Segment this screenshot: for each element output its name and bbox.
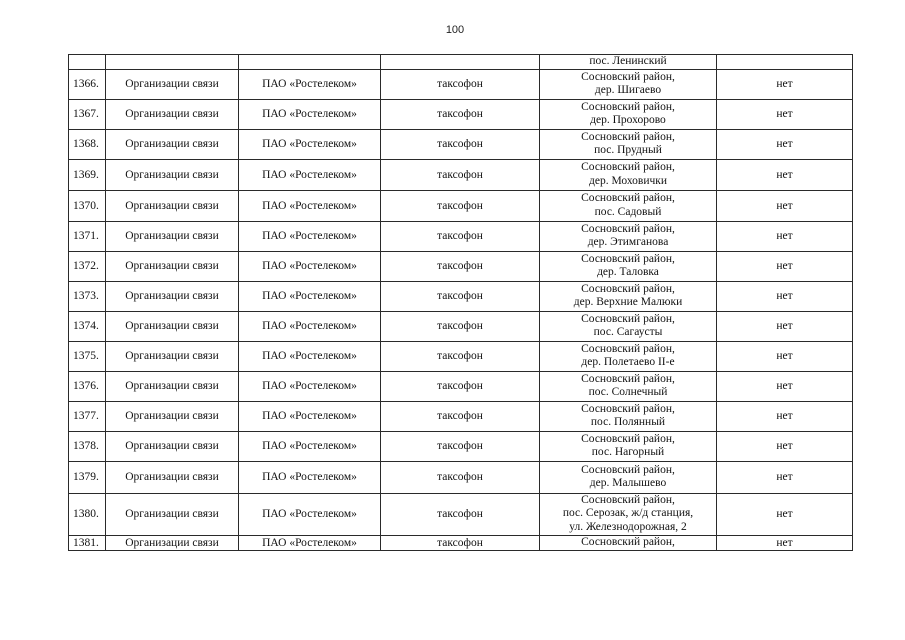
cell-category: Организации связи <box>106 431 239 461</box>
cell-address: Сосновский район, пос. Сагаусты <box>540 311 717 341</box>
table-row <box>69 129 853 159</box>
cell-address: Сосновский район, пос. Садовый <box>540 190 717 221</box>
table-row <box>69 535 853 550</box>
table-row <box>69 431 853 461</box>
cell-status: нет <box>717 159 853 190</box>
cell-category: Организации связи <box>106 99 239 129</box>
cell-object-type: таксофон <box>381 431 540 461</box>
cell-number: 1366. <box>69 69 106 99</box>
cell-organization: ПАО «Ростелеком» <box>239 431 381 461</box>
cell-address: Сосновский район, дер. Малышево <box>540 461 717 493</box>
cell-status: нет <box>717 190 853 221</box>
cell-number: 1378. <box>69 431 106 461</box>
cell-category: Организации связи <box>106 341 239 371</box>
cell-number: 1371. <box>69 221 106 251</box>
table-row <box>69 493 853 535</box>
cell-address: Сосновский район, дер. Таловка <box>540 251 717 281</box>
cell-address: Сосновский район, дер. Шигаево <box>540 69 717 99</box>
cell-status: нет <box>717 251 853 281</box>
cell-category: Организации связи <box>106 281 239 311</box>
cell-object-type: таксофон <box>381 493 540 535</box>
cell-organization: ПАО «Ростелеком» <box>239 401 381 431</box>
cell-organization: ПАО «Ростелеком» <box>239 311 381 341</box>
cell-category: Организации связи <box>106 69 239 99</box>
cell-number: 1381. <box>69 535 106 550</box>
cell-object-type: таксофон <box>381 129 540 159</box>
cell-organization: ПАО «Ростелеком» <box>239 371 381 401</box>
cell-status: нет <box>717 535 853 550</box>
cell-status: нет <box>717 371 853 401</box>
cell-number: 1376. <box>69 371 106 401</box>
cell-status: нет <box>717 69 853 99</box>
table-body <box>69 55 853 551</box>
cell-status: нет <box>717 461 853 493</box>
cell-number: 1370. <box>69 190 106 221</box>
cell-number: 1375. <box>69 341 106 371</box>
cell-number: 1367. <box>69 99 106 129</box>
table-row <box>69 311 853 341</box>
cell-number: 1379. <box>69 461 106 493</box>
cell-status: нет <box>717 129 853 159</box>
cell-category: Организации связи <box>106 535 239 550</box>
cell-number: 1374. <box>69 311 106 341</box>
cell-number: 1373. <box>69 281 106 311</box>
cell-address: пос. Ленинский <box>540 55 717 70</box>
table-row <box>69 341 853 371</box>
cell-object-type: таксофон <box>381 159 540 190</box>
cell-object-type: таксофон <box>381 190 540 221</box>
cell-status: нет <box>717 341 853 371</box>
cell-organization: ПАО «Ростелеком» <box>239 535 381 550</box>
cell-category: Организации связи <box>106 371 239 401</box>
cell-address: Сосновский район, дер. Верхние Малюки <box>540 281 717 311</box>
cell-status: нет <box>717 311 853 341</box>
cell-address: Сосновский район, пос. Полянный <box>540 401 717 431</box>
cell-status: нет <box>717 431 853 461</box>
cell-number: 1369. <box>69 159 106 190</box>
cell-object-type: таксофон <box>381 281 540 311</box>
cell-category: Организации связи <box>106 221 239 251</box>
cell-object-type: таксофон <box>381 69 540 99</box>
cell-object-type: таксофон <box>381 251 540 281</box>
cell-address: Сосновский район, дер. Полетаево II-е <box>540 341 717 371</box>
cell-organization: ПАО «Ростелеком» <box>239 129 381 159</box>
cell-number: 1377. <box>69 401 106 431</box>
table-row <box>69 159 853 190</box>
cell-address: Сосновский район, пос. Нагорный <box>540 431 717 461</box>
cell-status: нет <box>717 401 853 431</box>
table-row <box>69 69 853 99</box>
registry-table <box>68 54 853 551</box>
cell-number: 1368. <box>69 129 106 159</box>
table-row <box>69 371 853 401</box>
table-row-continuation <box>69 55 853 70</box>
cell-status: нет <box>717 281 853 311</box>
cell-object-type: таксофон <box>381 535 540 550</box>
cell-category <box>106 55 239 70</box>
cell-category: Организации связи <box>106 461 239 493</box>
cell-status: нет <box>717 221 853 251</box>
cell-category: Организации связи <box>106 493 239 535</box>
cell-status <box>717 55 853 70</box>
cell-address: Сосновский район, пос. Серозак, ж/д станция, ул. Железнодорожная, 2 <box>540 493 717 535</box>
table-row <box>69 461 853 493</box>
table-row <box>69 190 853 221</box>
cell-category: Организации связи <box>106 159 239 190</box>
cell-organization <box>239 55 381 70</box>
cell-organization: ПАО «Ростелеком» <box>239 461 381 493</box>
cell-organization: ПАО «Ростелеком» <box>239 190 381 221</box>
cell-address: Сосновский район, дер. Этимганова <box>540 221 717 251</box>
cell-organization: ПАО «Ростелеком» <box>239 281 381 311</box>
cell-address: Сосновский район, дер. Моховички <box>540 159 717 190</box>
table-row <box>69 221 853 251</box>
cell-object-type: таксофон <box>381 99 540 129</box>
cell-organization: ПАО «Ростелеком» <box>239 341 381 371</box>
cell-category: Организации связи <box>106 251 239 281</box>
cell-number: 1372. <box>69 251 106 281</box>
table-row <box>69 99 853 129</box>
cell-object-type: таксофон <box>381 371 540 401</box>
cell-object-type: таксофон <box>381 341 540 371</box>
cell-category: Организации связи <box>106 190 239 221</box>
page-number: 100 <box>445 24 465 36</box>
cell-status: нет <box>717 99 853 129</box>
cell-address: Сосновский район, <box>540 535 717 550</box>
cell-organization: ПАО «Ростелеком» <box>239 493 381 535</box>
cell-status: нет <box>717 493 853 535</box>
cell-object-type <box>381 55 540 70</box>
table-row <box>69 251 853 281</box>
cell-object-type: таксофон <box>381 221 540 251</box>
table-row <box>69 401 853 431</box>
cell-organization: ПАО «Ростелеком» <box>239 99 381 129</box>
cell-address: Сосновский район, дер. Прохорово <box>540 99 717 129</box>
cell-address: Сосновский район, пос. Солнечный <box>540 371 717 401</box>
cell-address: Сосновский район, пос. Прудный <box>540 129 717 159</box>
cell-category: Организации связи <box>106 401 239 431</box>
table-row <box>69 281 853 311</box>
cell-object-type: таксофон <box>381 401 540 431</box>
cell-number: 1380. <box>69 493 106 535</box>
cell-object-type: таксофон <box>381 461 540 493</box>
cell-organization: ПАО «Ростелеком» <box>239 221 381 251</box>
cell-organization: ПАО «Ростелеком» <box>239 159 381 190</box>
cell-object-type: таксофон <box>381 311 540 341</box>
cell-category: Организации связи <box>106 311 239 341</box>
cell-organization: ПАО «Ростелеком» <box>239 251 381 281</box>
cell-organization: ПАО «Ростелеком» <box>239 69 381 99</box>
cell-number <box>69 55 106 70</box>
cell-category: Организации связи <box>106 129 239 159</box>
